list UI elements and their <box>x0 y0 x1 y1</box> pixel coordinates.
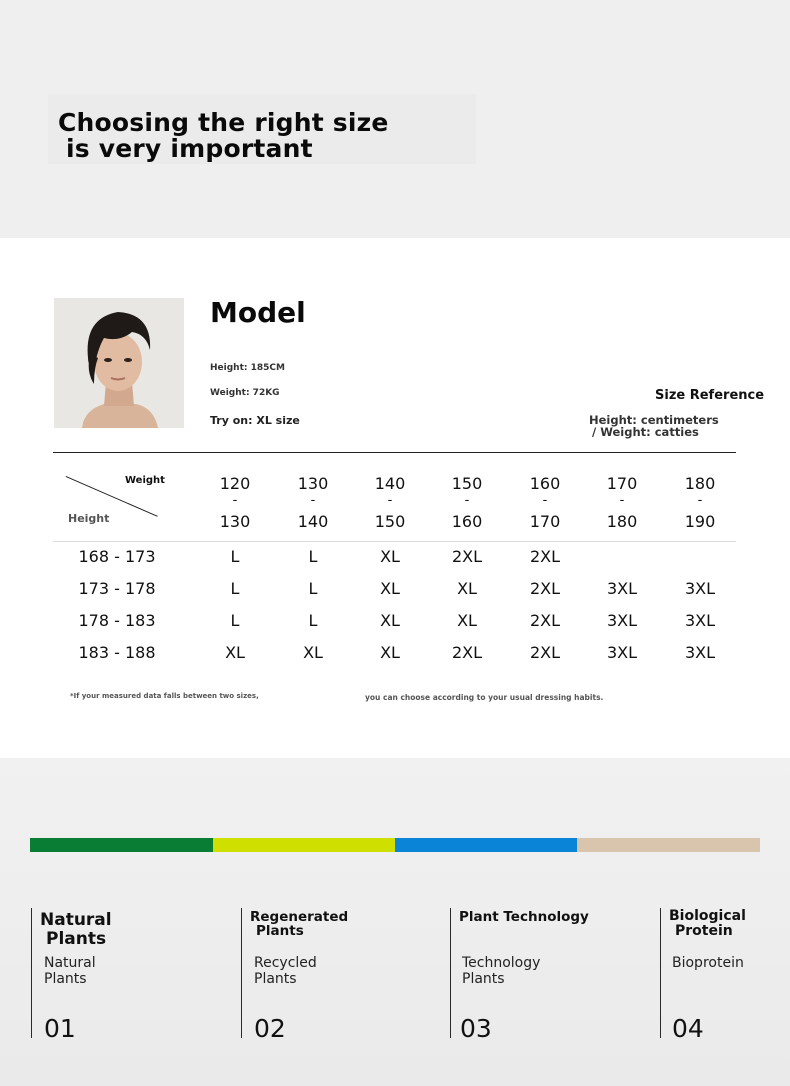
feature-subtitle-line-1: Technology <box>462 955 541 971</box>
table-header-rule <box>53 541 736 542</box>
height-range-label: 178 - 183 <box>78 611 156 630</box>
headline-box <box>48 94 476 164</box>
model-try-on-size: Try on: XL size <box>210 414 300 427</box>
feature-subtitle-line-1: Natural <box>44 955 96 971</box>
size-cell: XL <box>457 579 477 598</box>
headline-line-1: Choosing the right size <box>58 108 389 137</box>
size-cell: 3XL <box>684 643 716 662</box>
size-cell: 3XL <box>684 579 716 598</box>
feature-divider <box>450 908 451 1038</box>
size-cell: 2XL <box>529 611 561 630</box>
size-reference-unit-weight: / Weight: catties <box>592 425 699 439</box>
model-title: Model <box>210 296 306 329</box>
table-top-rule <box>53 452 736 453</box>
size-cell: 2XL <box>529 643 561 662</box>
weight-to: 150 <box>374 512 406 531</box>
size-cell: XL <box>380 643 400 662</box>
feature-subtitle-line-1: Recycled <box>254 955 317 971</box>
height-axis-label: Height <box>68 512 110 525</box>
sizing-note-part-2: you can choose according to your usual dressing habits. <box>365 693 604 702</box>
feature-title-line-1: Natural <box>40 910 112 930</box>
feature-title-line-2: Protein <box>675 923 733 939</box>
size-cell: 2XL <box>451 643 483 662</box>
size-cell: XL <box>380 579 400 598</box>
weight-from: 120 <box>219 474 251 493</box>
feature-subtitle-line-1: Bioprotein <box>672 955 744 971</box>
model-portrait-image <box>54 298 184 428</box>
range-dash: - <box>464 493 470 508</box>
feature-subtitle-line-2: Plants <box>254 971 297 987</box>
weight-to: 180 <box>606 512 638 531</box>
size-cell: L <box>308 547 318 566</box>
color-bar-beige <box>577 838 760 852</box>
weight-to: 190 <box>684 512 716 531</box>
size-cell: 2XL <box>451 547 483 566</box>
feature-title-line-1: Regenerated <box>250 909 349 925</box>
weight-from: 160 <box>529 474 561 493</box>
size-cell: L <box>230 547 240 566</box>
weight-to: 170 <box>529 512 561 531</box>
feature-title-line-1: Biological <box>669 908 746 924</box>
headline-line-2: is very important <box>66 134 313 163</box>
weight-to: 160 <box>451 512 483 531</box>
weight-from: 170 <box>606 474 638 493</box>
color-bar-green <box>30 838 213 852</box>
feature-title-line-1: Plant Technology <box>459 909 589 925</box>
weight-from: 180 <box>684 474 716 493</box>
size-cell: 3XL <box>606 579 638 598</box>
size-cell: 2XL <box>529 579 561 598</box>
feature-title-line-2: Plants <box>256 923 304 939</box>
feature-number: 02 <box>254 1014 286 1043</box>
feature-number: 03 <box>460 1014 492 1043</box>
range-dash: - <box>387 493 393 508</box>
size-reference-title: Size Reference <box>655 388 765 403</box>
feature-number: 01 <box>44 1014 76 1043</box>
weight-from: 140 <box>374 474 406 493</box>
model-weight: Weight: 72KG <box>210 388 280 398</box>
feature-divider <box>31 908 32 1038</box>
size-cell: 3XL <box>606 611 638 630</box>
feature-subtitle-line-2: Plants <box>44 971 87 987</box>
header-band <box>0 0 790 238</box>
weight-from: 150 <box>451 474 483 493</box>
size-cell: L <box>230 611 240 630</box>
range-dash: - <box>542 493 548 508</box>
weight-from: 130 <box>297 474 329 493</box>
range-dash: - <box>697 493 703 508</box>
size-cell: L <box>308 611 318 630</box>
sizing-note-part-1: *If your measured data falls between two sizes, <box>70 692 259 700</box>
size-cell: L <box>230 579 240 598</box>
size-cell: XL <box>380 547 400 566</box>
feature-subtitle-line-2: Plants <box>462 971 505 987</box>
height-range-label: 183 - 188 <box>78 643 156 662</box>
model-portrait-illustration <box>54 298 184 428</box>
feature-divider <box>660 908 661 1038</box>
height-range-label: 168 - 173 <box>78 547 156 566</box>
size-cell: 3XL <box>684 611 716 630</box>
color-bar-blue <box>395 838 577 852</box>
materials-section <box>0 758 790 1086</box>
size-cell: 3XL <box>606 643 638 662</box>
color-bar-lime <box>213 838 395 852</box>
range-dash: - <box>232 493 238 508</box>
feature-divider <box>241 908 242 1038</box>
weight-axis-label: Weight <box>125 475 165 486</box>
feature-number: 04 <box>672 1014 704 1043</box>
size-cell: XL <box>380 611 400 630</box>
height-range-label: 173 - 178 <box>78 579 156 598</box>
feature-title-line-2: Plants <box>46 929 107 949</box>
range-dash: - <box>310 493 316 508</box>
weight-to: 140 <box>297 512 329 531</box>
size-guide-section <box>0 238 790 758</box>
size-cell: L <box>308 579 318 598</box>
size-reference-unit-height: Height: centimeters <box>589 413 719 427</box>
size-cell: XL <box>225 643 245 662</box>
size-cell: XL <box>457 611 477 630</box>
model-height: Height: 185CM <box>210 363 285 373</box>
weight-to: 130 <box>219 512 251 531</box>
range-dash: - <box>619 493 625 508</box>
size-cell: XL <box>303 643 323 662</box>
size-cell: 2XL <box>529 547 561 566</box>
